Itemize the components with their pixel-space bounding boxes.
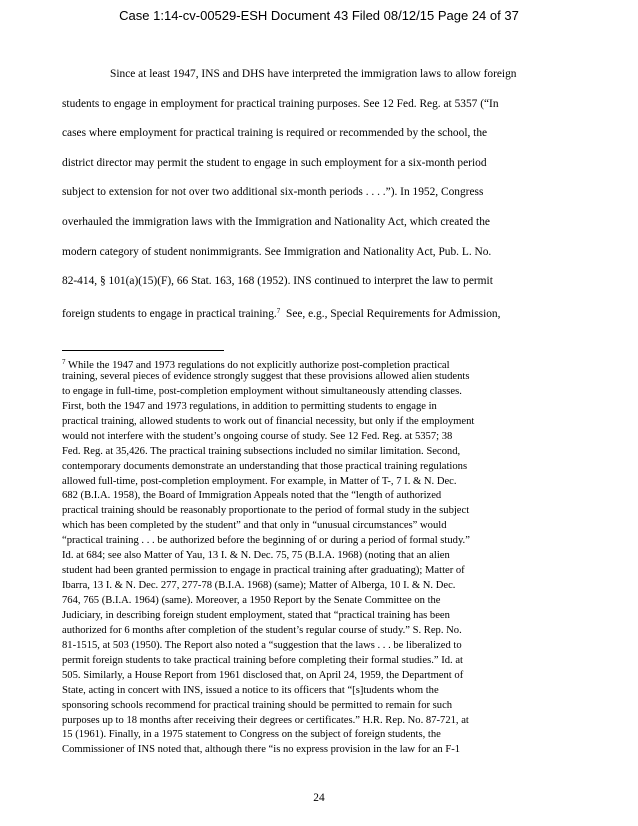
body-line: 82-414, § 101(a)(15)(F), 66 Stat. 163, 168 (1952). INS continued to interpret the law to permit (62, 275, 493, 288)
footnote-line: 682 (B.I.A. 1958), the Board of Immigration Appeals noted that the “length of authorized (62, 490, 442, 502)
footnote-line: 764, 765 (B.I.A. 1964) (same). Moreover, a 1950 Report by the Senate Committee on the (62, 595, 441, 606)
footnote-line: First, both the 1947 and 1973 regulations, in addition to permitting students to engage in (62, 400, 437, 412)
body-line: district director may permit the student to engage in such employment for a six-month period (62, 156, 487, 169)
footnote-line: permit foreign students to take practical training before completing their formal studies.” Id. at (62, 654, 463, 666)
footnote-line: authorized for 6 months after completion of the student’s regular course of study.” S. Rep. No. (62, 624, 462, 636)
body-line-tail: See, e.g., Special Requirements for Admission, (285, 307, 501, 320)
body-line: Since at least 1947, INS and DHS have interpreted the immigration laws to allow foreign (110, 68, 517, 80)
footnote-line: would not interfere with the student’s ongoing course of study. See 12 Fed. Reg. at 5357; 38 (62, 430, 453, 442)
footnote-line: practical training should be reasonably proportionate to the period of formal study in the subject (62, 505, 470, 517)
footnote-line: training, several pieces of evidence strongly suggest that these provisions allowed alien students (62, 370, 470, 382)
body-text (62, 60, 576, 326)
footnote-line: Judiciary, in describing foreign student employment, stated that “practical training has been (62, 609, 450, 621)
footnote-line-text: While the 1947 and 1973 regulations do not explicitly authorize post-completion practical (67, 360, 450, 371)
footnote-number: 7 (62, 358, 66, 366)
footnote-line: “practical training . . . be authorized before the beginning of or during a period of formal study.” (62, 535, 470, 547)
footnote-line: contemporary documents demonstrate an understanding that those practical training regulations (62, 460, 468, 472)
footnote-line: to engage in full-time, post-completion employment without simultaneously attending classes. (62, 385, 462, 397)
footnote-line: 81-1515, at 503 (1950). The Report also noted a “suggestion that the laws . . . be liberalized to (62, 639, 462, 651)
footnote-7 (62, 355, 582, 758)
footnote-line: Ibarra, 13 I. & N. Dec. 277, 277-78 (B.I.A. 1968) (same); Matter of Alberga, 10 I. & N. Dec. (62, 580, 456, 592)
footnote-line: purposes up to 18 months after receiving their degrees or certificates.” H.R. Rep. No. 87-721, at (62, 714, 469, 726)
body-line (62, 297, 576, 327)
footnote-divider (62, 350, 224, 351)
body-line: subject to extension for not over two additional six-month periods . . . .”). In 1952, Congress (62, 186, 484, 199)
body-line: modern category of student nonimmigrants. See Immigration and Nationality Act, Pub. L. No. (62, 245, 492, 258)
footnote-line: practical training, allowed students to work out of financial necessity, but only if the employment (62, 415, 475, 427)
footnote-line: 505. Similarly, a House Report from 1961 disclosed that, on April 24, 1959, the Department of (62, 669, 464, 681)
body-line: students to engage in employment for practical training purposes. See 12 Fed. Reg. at 5357 (“In (62, 97, 499, 110)
footnote-line: student had been granted permission to engage in practical training after graduating); Matter of (62, 565, 465, 577)
footnote-line: allowed full-time, post-completion employment. For example, in Matter of T-, 7 I. & N. Dec. (62, 475, 457, 487)
case-header: Case 1:14-cv-00529-ESH Document 43 Filed 08/12/15 Page 24 of 37 (119, 8, 519, 23)
page-number: 24 (313, 792, 325, 804)
footnote-reference: 7 (276, 306, 281, 315)
body-line: overhauled the immigration laws with the Immigration and Nationality Act, which created the (62, 215, 490, 228)
footnote-line: sponsoring schools recommend for practical training should be permitted to remain for such (62, 699, 453, 711)
body-line: cases where employment for practical training is required or recommended by the school, the (62, 127, 488, 140)
footnote-line: Commissioner of INS noted that, although there “is no express provision in the law for an F-1 (62, 744, 461, 756)
body-line-text: foreign students to engage in practical training. (62, 307, 277, 320)
footnote-line: 15 (1961). Finally, in a 1975 statement to Congress on the subject of foreign students, the (62, 729, 441, 741)
footnote-line (62, 355, 582, 370)
footnote-line: Id. at 684; see also Matter of Yau, 13 I. & N. Dec. 75, 75 (B.I.A. 1968) (noting that an alien (62, 550, 450, 562)
footnote-line: which has been completed by the student” and that only in “unusual circumstances” would (62, 520, 447, 532)
footnote-line: Fed. Reg. at 35,426. The practical training subsections included no similar limitation. Second, (62, 445, 461, 457)
footnote-line: State, acting in concert with INS, issued a notice to its officers that “[s]tudents whom the (62, 684, 439, 696)
